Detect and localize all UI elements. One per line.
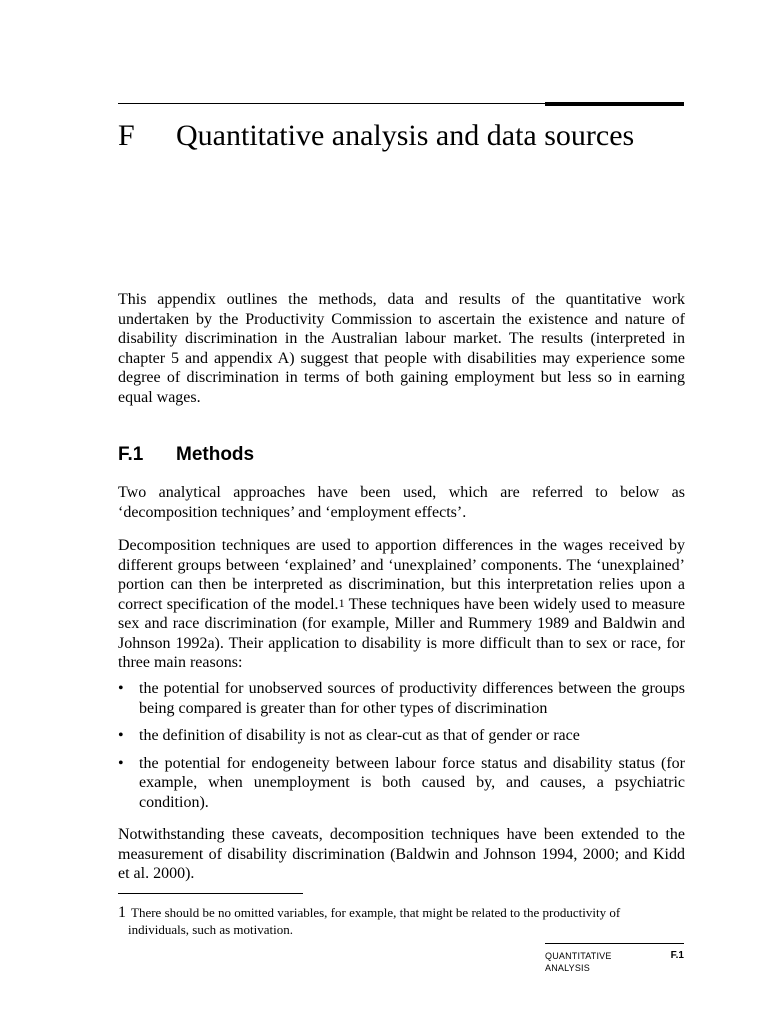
- decomposition-text-part2: These techniques have been widely used to measure sex and race discrimination (for example, Miller and Rummery 1989 and Baldwin and Johnson 1992a). Their application to disability is more difficult than to sex or race, for three main reasons:: [118, 595, 686, 671]
- footnote-reference[interactable]: 1: [338, 595, 345, 610]
- intro-paragraph: This appendix outlines the methods, data and results of the quantitative work undertaken by the Productivity Commission to ascertain the existence and nature of disability discrimination in the Australian labour market. The results (interpreted in chapter 5 and appendix A) suggest that people with disabilities may experience some degree of discrimination in terms of both gaining employment but less so in earning equal wages.: [118, 291, 685, 406]
- footnote-text-line1: There should be no omitted variables, for example, that might be related to the productivity of: [131, 905, 621, 920]
- header-rule-thick: [545, 102, 684, 106]
- bullet-text: the potential for endogeneity between labour force status and disability status (for example, when unemployment is both caused by, and causes, a psychiatric condition).: [139, 754, 685, 811]
- page-number: F.1: [670, 950, 684, 961]
- bullet-marker: •: [118, 727, 124, 744]
- bullet-marker: •: [118, 754, 124, 772]
- section-title: Methods: [176, 444, 255, 465]
- header-rule-thin: [118, 103, 548, 104]
- footnote-divider: [118, 893, 303, 894]
- bullet-text: the potential for unobserved sources of productivity differences between the groups being compared is greater than for other types of discrimination: [139, 680, 685, 717]
- decomposition-text-part1: Decomposition techniques are used to apportion differences in the wages received by different groups between ‘explained’ and ‘unexplained’ components. The ‘unexplained’ portion can then be interpreted as discrimination, but this interpretation relies upon a correct specification of the model.: [118, 537, 685, 613]
- decomposition-paragraph: [118, 536, 685, 673]
- section-number: F.1: [118, 444, 144, 465]
- footnote-mark: 1: [118, 904, 126, 921]
- bullet-item: [118, 726, 685, 746]
- caveats-paragraph: Notwithstanding these caveats, decomposition techniques have been extended to the measurement of disability discrimination (Baldwin and Johnson 1994, 2000; and Kidd et al. 2000).: [118, 826, 685, 882]
- footer-label-line1: QUANTITATIVE: [545, 951, 612, 961]
- bullet-item: [118, 679, 685, 718]
- footnote-text-line2: individuals, such as motivation.: [128, 922, 294, 937]
- bullet-text: the definition of disability is not as clear-cut as that of gender or race: [139, 727, 580, 744]
- chapter-letter: F: [118, 119, 135, 152]
- section-heading: [118, 443, 254, 467]
- footer-label-line2: ANALYSIS: [545, 963, 590, 973]
- footer-rule: [545, 943, 684, 944]
- bullet-marker: •: [118, 680, 124, 697]
- bullet-item: [118, 754, 685, 813]
- running-footer-label: [545, 950, 635, 974]
- footnote: [118, 904, 685, 938]
- approaches-paragraph: Two analytical approaches have been used, which are referred to below as ‘decomposition techniques’ and ‘employment effects’.: [118, 484, 685, 521]
- chapter-title: Quantitative analysis and data sources: [176, 119, 635, 152]
- reasons-bullet-list: [118, 679, 685, 820]
